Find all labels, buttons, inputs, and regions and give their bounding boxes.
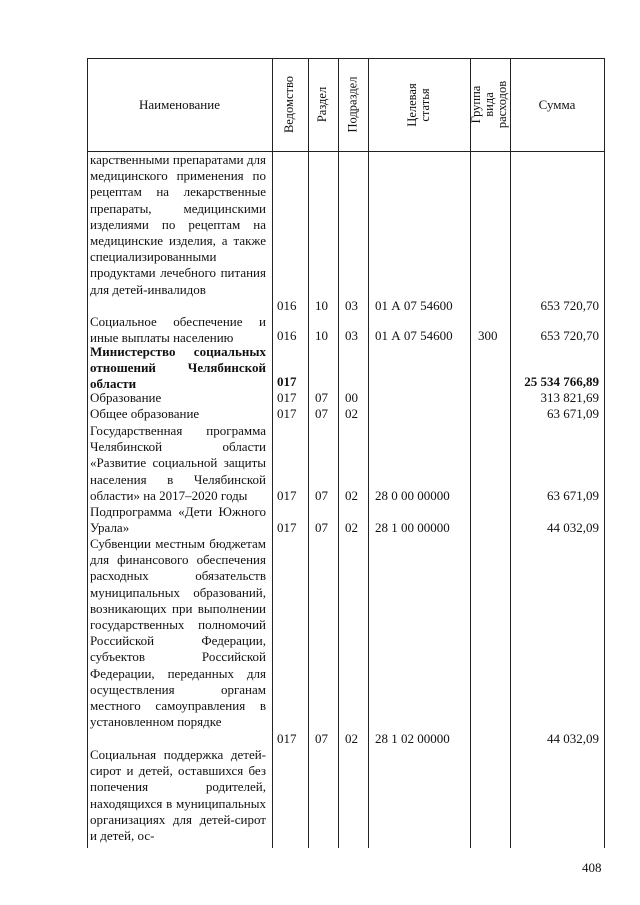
header-gruppa-cell xyxy=(470,58,510,151)
row-cs: 01 А 07 54600 xyxy=(375,298,453,313)
row-name: карственными препаратами для медицинского применения по рецептам на лекарственные препараты, медицинскими изделиями по рецептам на медицинские изделия, а также специализированными продуктами лечебного питания для детей-инвалидов xyxy=(90,152,266,297)
col-border-left xyxy=(87,58,88,848)
header-podrazdel-cell xyxy=(338,58,368,151)
row-name: Государственная программа Челябинской области «Развитие социальной защиты населения в Челябинской области» на 2017–2020 годы xyxy=(90,423,266,503)
col-border-5 xyxy=(470,58,471,848)
header-vedomstvo-cell xyxy=(272,58,308,151)
col-border-3 xyxy=(338,58,339,848)
row-name: Министерство социальных отношений Челябинской области xyxy=(90,344,266,392)
row-ved: 017 xyxy=(277,406,297,421)
row-ved: 016 xyxy=(277,328,297,343)
row-name: Общее образование xyxy=(90,406,200,421)
row-sum: 653 720,70 xyxy=(540,328,599,343)
row-name: Социальная поддержка детей-сирот и детей, оставшихся без попечения родителей, находящихся в муниципальных организациях для детей-сирот и детей, ос- xyxy=(90,747,266,844)
row-pod: 02 xyxy=(345,488,358,503)
row-ved: 017 xyxy=(277,374,297,389)
page-number: 408 xyxy=(582,860,602,875)
row-raz: 07 xyxy=(315,520,328,535)
row-sum: 25 534 766,89 xyxy=(524,374,599,389)
col-border-1 xyxy=(272,58,273,848)
header-razdel: Раздел xyxy=(315,86,330,123)
row-cs: 28 1 02 00000 xyxy=(375,731,450,746)
header-gruppa: Группа вида расходов xyxy=(469,80,510,129)
col-border-right xyxy=(604,58,605,848)
row-pod: 00 xyxy=(345,390,358,405)
row-pod: 03 xyxy=(345,298,358,313)
row-sum: 653 720,70 xyxy=(540,298,599,313)
row-cs: 28 1 00 00000 xyxy=(375,520,450,535)
row-cs: 01 А 07 54600 xyxy=(375,328,453,343)
row-name: Подпрограмма «Дети Южного Урала» xyxy=(90,504,266,536)
header-celevaya-cell xyxy=(368,58,470,151)
row-raz: 10 xyxy=(315,298,328,313)
row-ved: 017 xyxy=(277,731,297,746)
row-ved: 017 xyxy=(277,520,297,535)
header-vedomstvo: Ведомство xyxy=(282,75,297,134)
row-name: Субвенции местным бюджетам для финансового обеспечения расходных обязательств муниципальных образований, возникающих при выполнении государственных полномочий Российской Федерации, субъектов Российской Федерации, переданных для осуществления органам местного самоуправления в установленном порядке xyxy=(90,536,266,730)
row-raz: 07 xyxy=(315,406,328,421)
row-sum: 44 032,09 xyxy=(547,520,599,535)
col-border-4 xyxy=(368,58,369,848)
col-border-2 xyxy=(308,58,309,848)
row-gr: 300 xyxy=(478,328,498,343)
row-ved: 017 xyxy=(277,390,297,405)
row-pod: 03 xyxy=(345,328,358,343)
col-border-6 xyxy=(510,58,511,848)
header-summa-cell xyxy=(510,58,604,151)
row-pod: 02 xyxy=(345,406,358,421)
row-raz: 07 xyxy=(315,390,328,405)
row-raz: 10 xyxy=(315,328,328,343)
row-name: Социальное обеспечение и иные выплаты населению xyxy=(90,314,266,346)
row-raz: 07 xyxy=(315,731,328,746)
row-name: Образование xyxy=(90,390,162,405)
row-raz: 07 xyxy=(315,488,328,503)
row-sum: 63 671,09 xyxy=(547,406,599,421)
row-cs: 28 0 00 00000 xyxy=(375,488,450,503)
header-podrazdel: Подраздел xyxy=(345,76,360,133)
row-pod: 02 xyxy=(345,520,358,535)
row-sum: 44 032,09 xyxy=(547,731,599,746)
budget-table xyxy=(87,58,605,848)
header-razdel-cell xyxy=(308,58,338,151)
row-pod: 02 xyxy=(345,731,358,746)
row-sum: 313 821,69 xyxy=(540,390,599,405)
header-celevaya: Целевая статья xyxy=(405,82,432,127)
header-summa: Сумма xyxy=(538,96,576,112)
row-sum: 63 671,09 xyxy=(547,488,599,503)
header-name: Наименование xyxy=(139,96,220,112)
row-ved: 017 xyxy=(277,488,297,503)
row-ved: 016 xyxy=(277,298,297,313)
header-name-cell xyxy=(87,58,272,151)
